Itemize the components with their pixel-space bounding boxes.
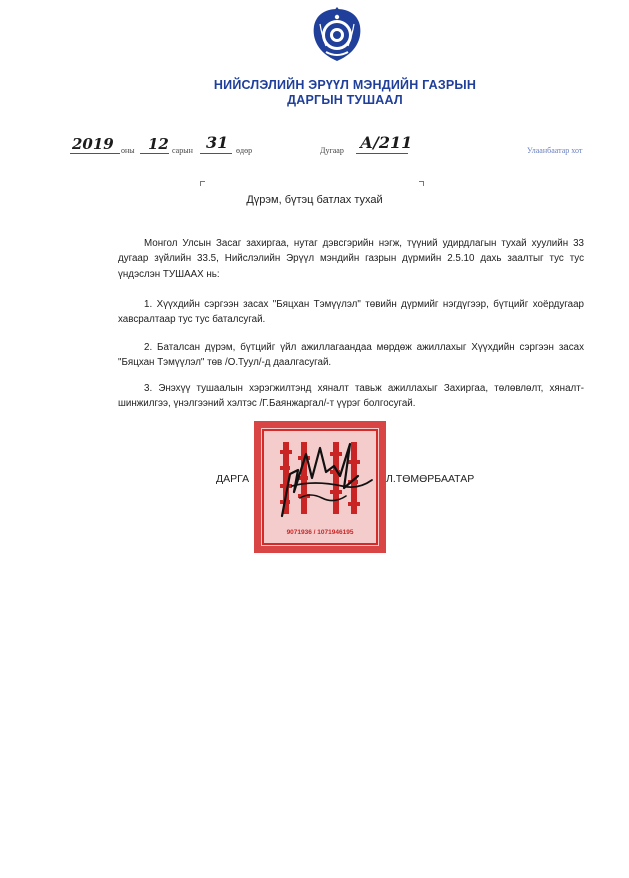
month-suffix: сарын (172, 146, 193, 155)
handwritten-signature (254, 436, 384, 522)
item-1: 1. Хүүхдийн сэргээн засах "Бяцхан Тэмүүлэл" төвийн дүрмийг нэгдүгээр, бүтцийг хоёрдугаар хавсралтаар тус тус баталсугай. (118, 299, 584, 326)
item-3: 3. Энэхүү тушаалын хэрэгжилтэнд хяналт тавьж ажиллахыг Захиргаа, төлөвлөлт, хяналт-шинжилгээ, үнэлгээний хэлтэс /Г.Баянжаргал/-т үүрэг болгосугай. (118, 383, 584, 410)
title-corner-left (200, 181, 205, 186)
year-underline (70, 153, 120, 154)
state-emblem-icon (306, 6, 368, 64)
number-label: Дугаар (320, 146, 344, 155)
title-corner-right (419, 181, 424, 186)
organization-header (200, 78, 490, 108)
organization-line1: НИЙСЛЭЛИЙН ЭРҮҮЛ МЭНДИЙН ГАЗРЫН (213, 78, 477, 92)
item-2: 2. Баталсан дүрэм, бүтцийг үйл ажиллагаандаа мөрдөж ажиллахыг Хүүхдийн сэргээн засах "Бяцхан Тэмүүлэл" төв /О.Туул/-д даалгасугай. (118, 342, 584, 369)
date-month: 12 (148, 135, 169, 153)
signatory-title: ДАРГА (216, 473, 250, 485)
number-underline (356, 153, 408, 154)
intro-paragraph: Монгол Улсын Засаг захиргаа, нутаг дэвсгэрийн нэгж, түүний удирдлагын тухай хуулийн 33 дугаар зүйлийн 33.5, Нийслэлийн Эрүүл мэндийн газрын дүрмийн 2.5.10 дахь заалтыг тус тус үндэслэн ТУШААХ нь: (118, 238, 584, 280)
date-day: 31 (206, 133, 229, 152)
order-number: А/211 (360, 133, 413, 152)
date-year: 2019 (72, 135, 114, 153)
stamp-number: 9071936 / 1071946195 (286, 529, 354, 536)
day-underline (200, 153, 232, 154)
day-suffix: өдөр (236, 146, 253, 155)
document-title: Дүрэм, бүтэц батлах тухай (246, 194, 383, 206)
signatory-name: Л.ТӨМӨРБААТАР (386, 473, 475, 485)
year-suffix: оны (121, 146, 135, 155)
organization-line2: ДАРГЫН ТУШААЛ (287, 93, 403, 107)
month-underline (140, 153, 169, 154)
city-label: Улаанбаатар хот (527, 146, 583, 155)
